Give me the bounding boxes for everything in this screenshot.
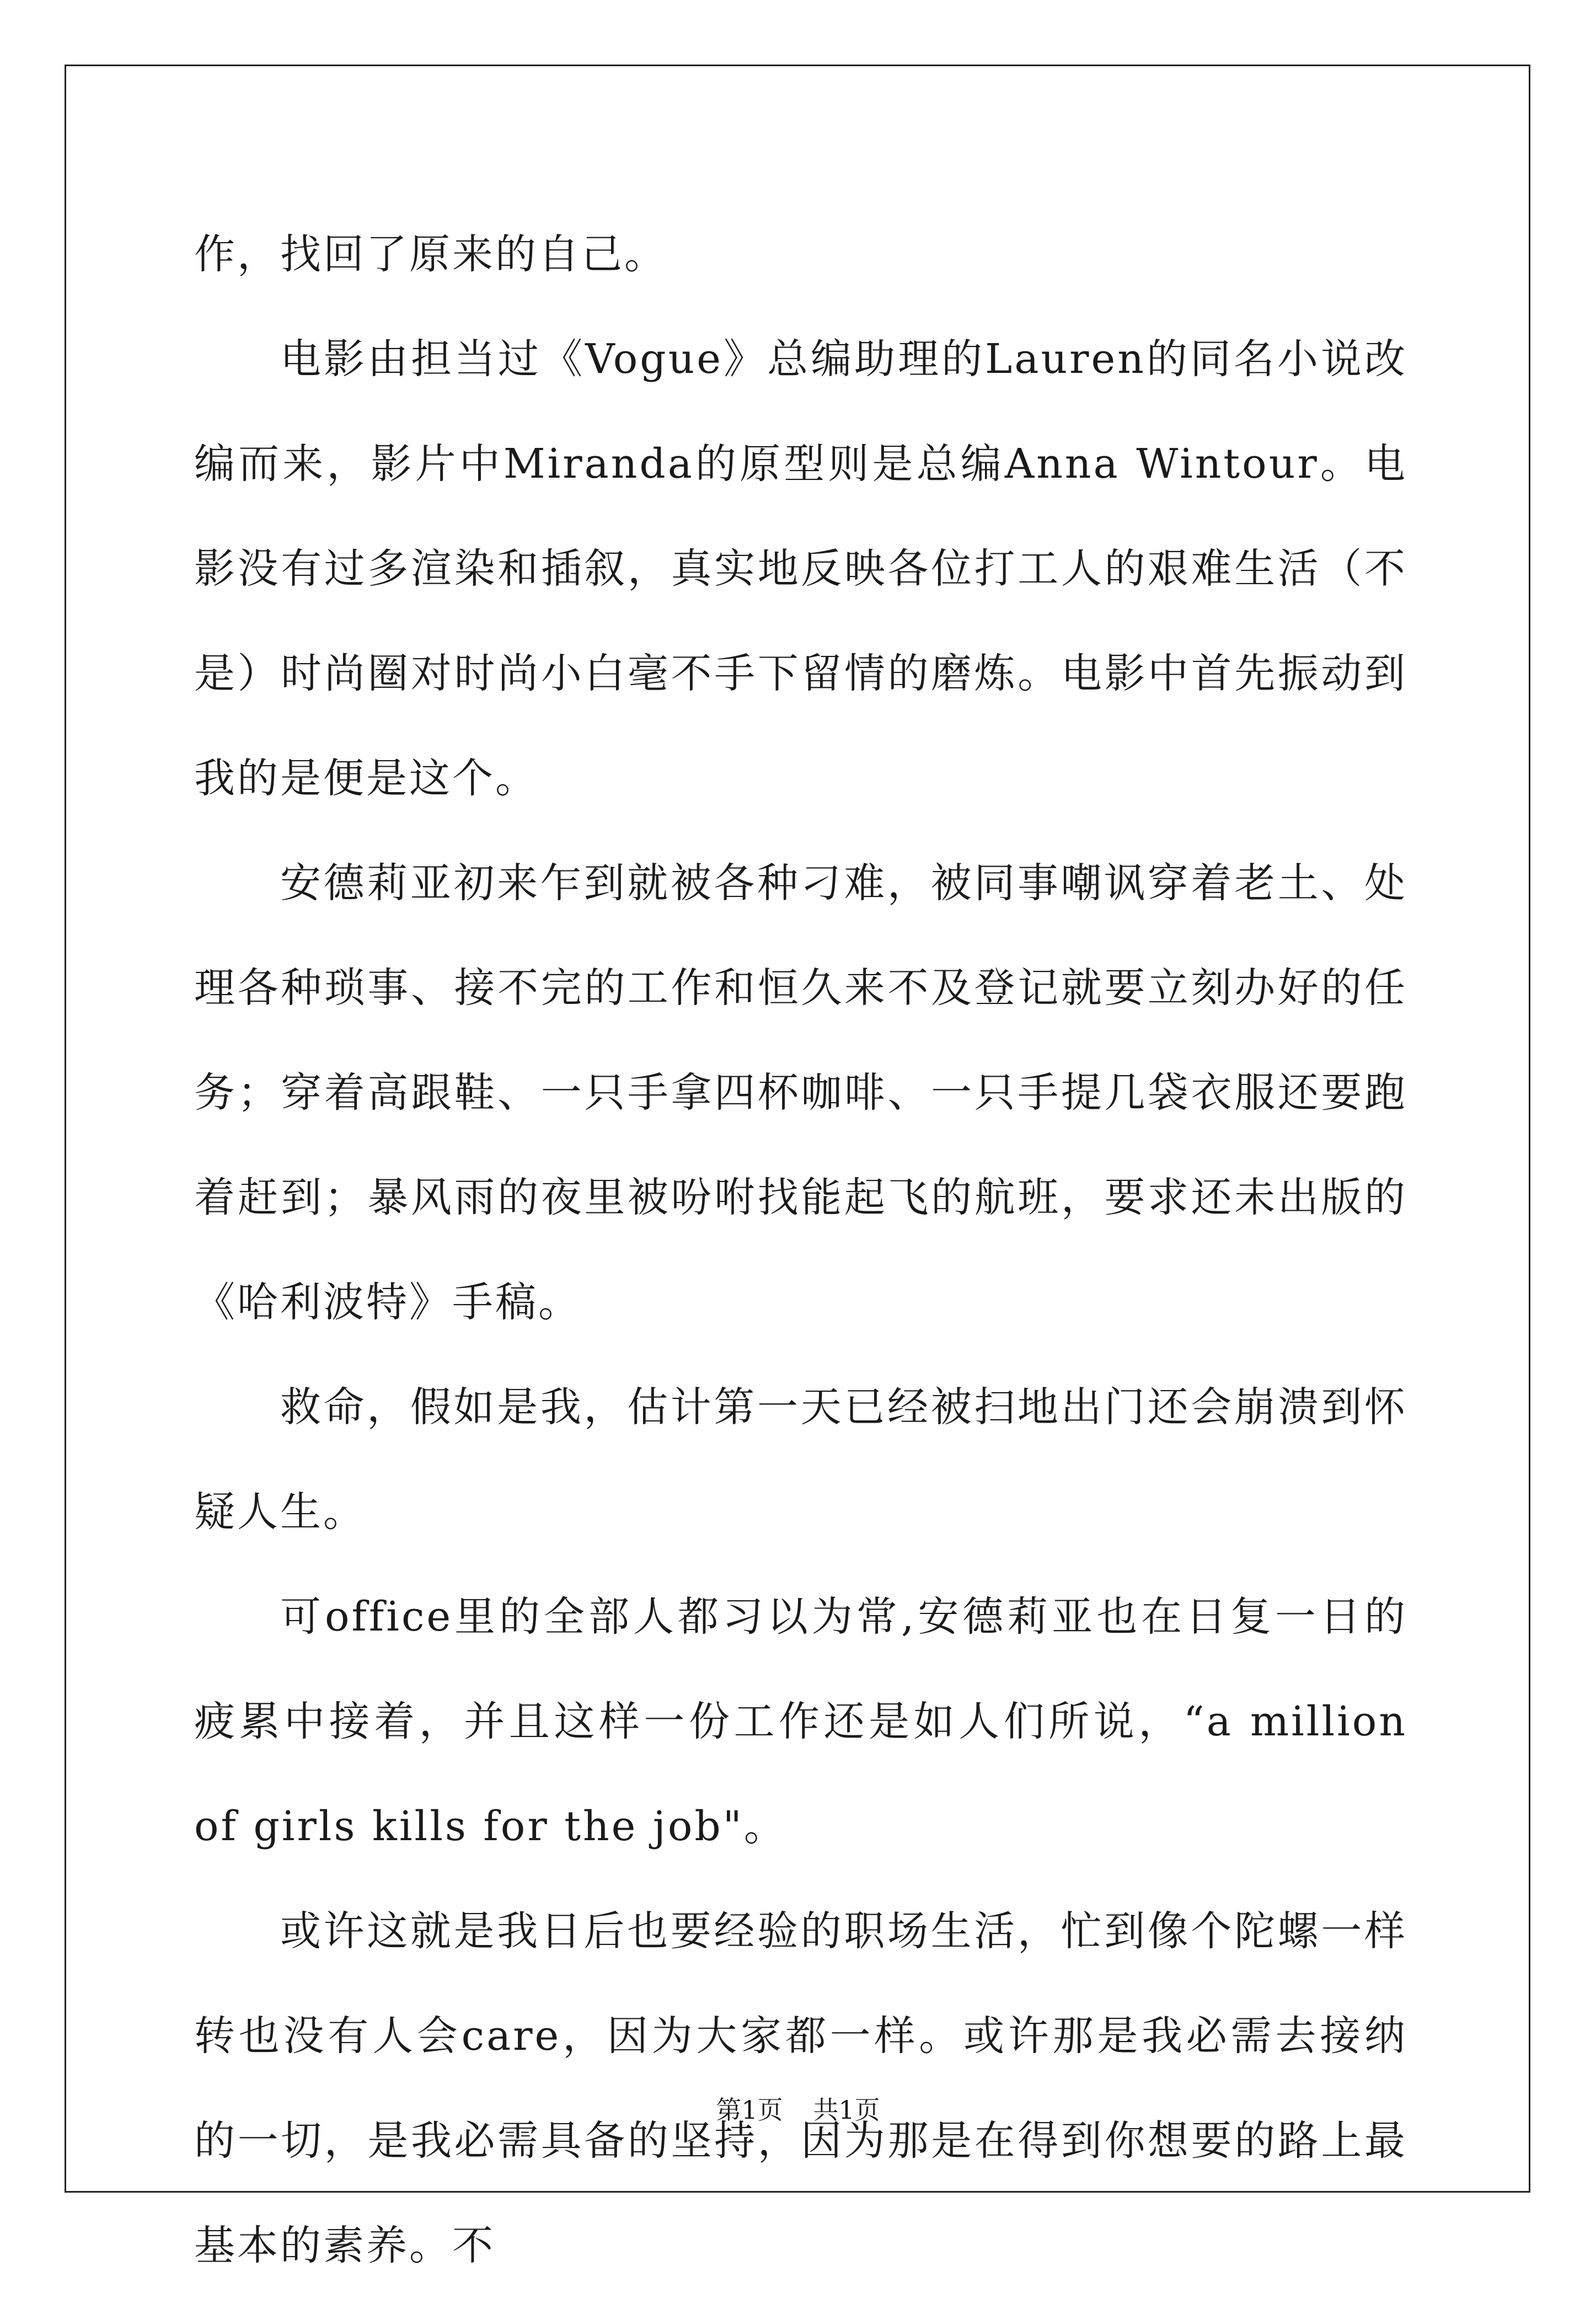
paragraph-5: 可office里的全部人都习以为常,安德莉亚也在日复一日的疲累中接着，并且这样一份工作还是如人们所说，“a million of girls kills for the job"。 — [194, 1593, 1407, 1850]
page-total: 共1页 — [813, 2095, 880, 2125]
page-number: 第1页 — [716, 2095, 783, 2125]
document-body — [194, 202, 1407, 2298]
paragraph-2: 电影由担当过《Vogue》总编助理的Lauren的同名小说改编而来，影片中Miranda的原型则是总编Anna Wintour。电影没有过多渲染和插叙，真实地反映各位打工人的艰难生活（不是）时尚圈对时尚小白毫不手下留情的磨炼。电影中首先振动到我的是便是这个。 — [194, 335, 1407, 802]
paragraph-3: 安德莉亚初来乍到就被各种刁难，被同事嘲讽穿着老土、处理各种琐事、接不完的工作和恒久来不及登记就要立刻办好的任务；穿着高跟鞋、一只手拿四杯咖啡、一只手提几袋衣服还要跑着赶到；暴风雨的夜里被吩咐找能起飞的航班，要求还未出版的《哈利波特》手稿。 — [194, 859, 1407, 1326]
paragraph-6: 或许这就是我日后也要经验的职场生活，忙到像个陀螺一样转也没有人会care，因为大家都一样。或许那是我必需去接纳的一切，是我必需具备的坚持，因为那是在得到你想要的路上最基本的素养。不 — [194, 1907, 1407, 2269]
paragraph-1: 作，找回了原来的自己。 — [194, 231, 667, 278]
page-footer — [0, 2093, 1596, 2126]
paragraph-4: 救命，假如是我，估计第一天已经被扫地出门还会崩溃到怀疑人生。 — [194, 1383, 1407, 1536]
